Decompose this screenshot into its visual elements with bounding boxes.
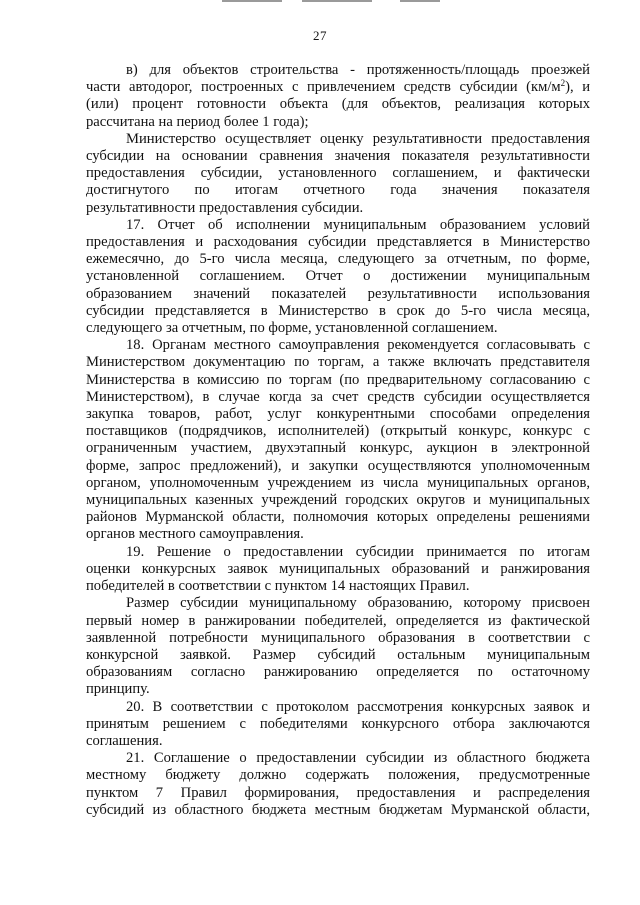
paragraph-p-20 (86, 699, 590, 751)
text-line: (или) процент готовности объекта (для объектов, реализация которых (86, 96, 590, 113)
paragraph-p-21 (86, 750, 590, 819)
text-line: рассчитана на период более 1 года); (86, 113, 309, 130)
paragraph-p-ministry (86, 131, 590, 217)
paragraph-p-v (86, 62, 590, 131)
text-line: установленной соглашением. Отчет о достижении муниципальным (86, 268, 590, 285)
paragraph-p-19 (86, 544, 590, 596)
paragraph-p-17 (86, 217, 590, 337)
text-line: предоставления субсидии, установленного соглашением, и фактически (86, 165, 590, 182)
text-line: первый номер в ранжировании победителей, определяется из фактической (86, 612, 590, 629)
text-line: результативности предоставления субсидии. (86, 199, 364, 216)
text-line: предоставления и расходования субсидии представляется в Министерство (86, 234, 590, 251)
text-line: победителей в соответствии с пунктом 14 настоящих Правил. (86, 578, 470, 595)
text-line: Министерством), в случае когда за счет средств субсидии осуществляется (86, 388, 590, 405)
text-line: органом, уполномоченным учреждением из числа муниципальных органов, (86, 474, 590, 491)
text-line: субсидии на основании сравнения значения показателя результативности (86, 148, 590, 165)
scan-artifact-top-left (222, 0, 282, 2)
text-line: 21. Соглашение о предоставлении субсидии из областного бюджета (126, 750, 590, 767)
text-line: субсидии представляется в Министерство в срок до 5-го числа месяца, (86, 302, 590, 319)
text-line: ежемесячно, до 5-го числа месяца, следующего за отчетным, по форме, (86, 251, 590, 268)
text-line: местному бюджету должно содержать положения, предусмотренные (86, 767, 590, 784)
text-line: субсидий из областного бюджета местным бюджетам Мурманской области, (86, 801, 590, 818)
text-line: 20. В соответствии с протоколом рассмотрения конкурсных заявок и (126, 698, 590, 715)
paragraph-p-size (86, 595, 590, 698)
text-line: оценки конкурсных заявок муниципальных образований и ранжирования (86, 560, 590, 577)
page-number: 27 (313, 28, 327, 43)
text-line: 17. Отчет об исполнении муниципальным образованием условий (126, 216, 590, 233)
document-body (86, 62, 590, 819)
text-line: ограниченным участием, двухэтапный конкурс, аукцион в электронной (86, 440, 590, 457)
text-line: конкурсной заявкой. Размер субсидий остальным муниципальным (86, 646, 590, 663)
text-line: образованиям согласно ранжированию определяется по остаточному (86, 664, 590, 681)
text-line: Министерством документацию по торгам, а также включать представителя (86, 354, 590, 371)
text-line: Министерства в комиссию по торгам (по предварительному согласованию с (86, 371, 590, 388)
superscript: 2 (560, 78, 566, 89)
text-line: достигнутого по итогам отчетного года значения показателя (86, 182, 590, 199)
text-line: пунктом 7 Правил формирования, предоставления и распределения (86, 784, 590, 801)
text-line: закупка товаров, работ, услуг конкурентными способами определения (86, 406, 590, 423)
paragraph-p-18 (86, 337, 590, 543)
text-line: 19. Решение о предоставлении субсидии принимается по итогам (126, 543, 590, 560)
scan-artifact-top-middle (302, 0, 372, 2)
text-line: форме, запрос предложений), и закупки осуществляются уполномоченным (86, 457, 590, 474)
text-line: органов местного самоуправления. (86, 526, 304, 543)
text-line: муниципальных казенных учреждений городских округов и муниципальных (86, 492, 590, 509)
text-line: образованием значений показателей результативности использования (86, 285, 590, 302)
text-line: в) для объектов строительства - протяженность/площадь проезжей (126, 62, 590, 78)
text-line: заявленной потребности муниципального образования в соответствии с (86, 629, 590, 646)
text-line: 18. Органам местного самоуправления рекомендуется согласовывать с (126, 337, 590, 354)
text-line: следующего за отчетным, по форме, установленной соглашением. (86, 320, 498, 337)
text-line: Министерство осуществляет оценку результативности предоставления (126, 130, 590, 147)
text-line: принципу. (86, 681, 150, 698)
text-line: поставщиков (подрядчиков, исполнителей) (открытый конкурс, конкурс с (86, 423, 590, 440)
text-line: части автодорог, построенных с привлечением средств субсидии $(км/м^2)$, и (86, 78, 591, 96)
text-line: принятым решением с победителями конкурсного отбора заключаются (86, 715, 590, 732)
text-line: районов Мурманской области, полномочия которых определены решениями (86, 509, 590, 526)
text-line: Размер субсидии муниципальному образованию, которому присвоен (126, 595, 590, 612)
scan-artifact-top-right (400, 0, 440, 2)
text-line: соглашения. (86, 732, 163, 749)
